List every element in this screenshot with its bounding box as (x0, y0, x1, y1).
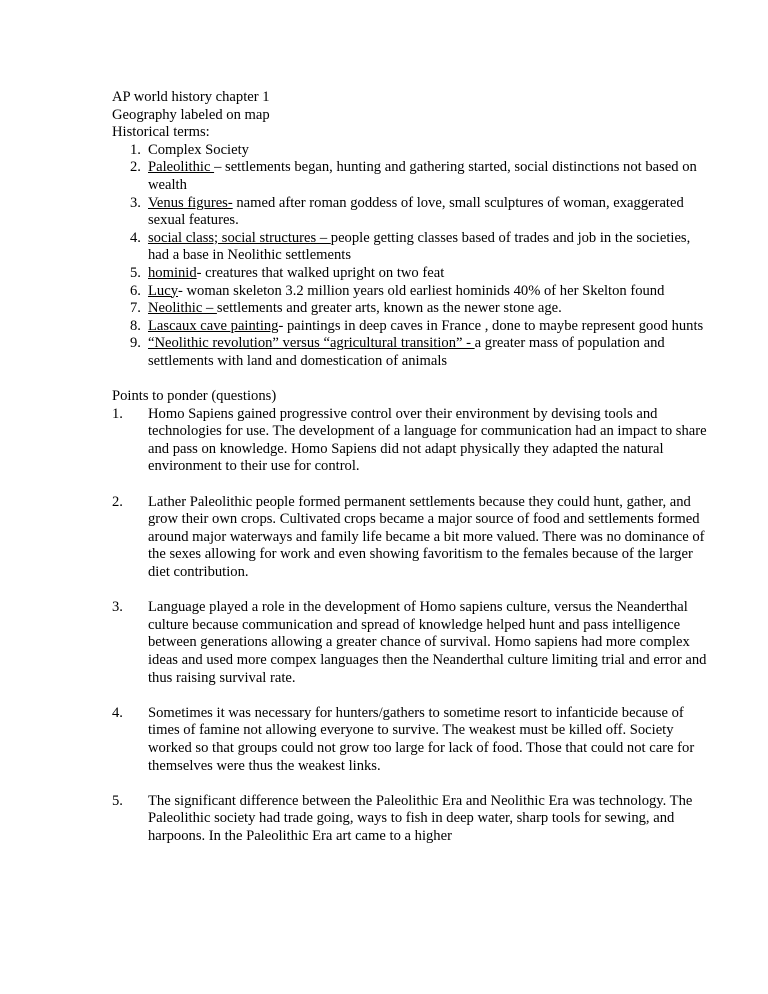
term-definition: a greater mass of population and settlements with land and domestication of animals (148, 335, 665, 369)
list-item (112, 793, 708, 846)
term-definition: - creatures that walked upright on two feat (196, 264, 445, 281)
item-number: 6. (130, 282, 141, 299)
paragraph-text: Sometimes it was necessary for hunters/gathers to sometime resort to infanticide because of times of famine not allowing everyone to survive. The weakest must be killed off. Society worked so that groups could not grow too large for lack of food. Those that could not care for themselves were thus the weakest links. (148, 704, 695, 774)
paragraph-text: The significant difference between the Paleolithic Era and Neolithic Era was technology. The Paleolithic society had trade going, ways to fish in deep water, sharp tools for sewing, and harpoons. In the Paleolithic Era art came to a higher (148, 792, 693, 844)
item-number: 8. (130, 317, 141, 334)
subtitle-geography: Geography labeled on map (112, 106, 270, 123)
list-item (112, 318, 708, 336)
item-number: 7. (130, 300, 141, 317)
list-item (112, 265, 708, 283)
term-definition: named after roman goddess of love, small sculptures of woman, exaggerated sexual features. (148, 194, 684, 229)
term-name: Paleolithic (148, 159, 215, 176)
term-definition: - paintings in deep caves in France , done to maybe represent good hunts (278, 317, 704, 334)
term-name: Neolithic – (148, 300, 217, 317)
term-definition: settlements and greater arts, known as the newer stone age. (216, 300, 562, 317)
item-number: 1. (130, 141, 141, 158)
paragraph-text: Language played a role in the development of Homo sapiens culture, versus the Neanderthal culture because communication and spread of knowledge helped hunt and pass intelligence between generations allowing a greater chance of survival. Homo sapiens had more complex ideas and used more compex languages then the Neanderthal culture limiting trial and error and thus raising survival rate. (148, 599, 707, 686)
document-title: AP world history chapter 1 (112, 89, 270, 105)
list-item (112, 230, 708, 265)
section-heading-points: Points to ponder (questions) (112, 388, 277, 405)
item-number: 3. (130, 194, 141, 211)
item-number: 1. (112, 405, 123, 422)
item-number: 5. (112, 792, 123, 809)
term-definition: – settlements began, hunting and gathering started, social distinctions not based on wealth (148, 159, 697, 193)
list-item (112, 705, 708, 775)
item-number: 2. (112, 493, 123, 510)
section-heading-terms: Historical terms: (112, 124, 210, 141)
list-item (112, 406, 708, 476)
list-item (112, 335, 708, 370)
list-item (112, 283, 708, 301)
historical-terms-list (112, 142, 708, 371)
item-number: 4. (112, 704, 123, 721)
list-item (112, 159, 708, 194)
list-item (112, 599, 708, 687)
paragraph-text: Homo Sapiens gained progressive control over their environment by devising tools and technologies for use. The development of a language for communication had an impact to share and pass on knowledge. Homo Sapiens did not adapt physically they adapted the natural environment to their use for control. (148, 405, 707, 475)
item-number: 5. (130, 264, 141, 281)
term-name: hominid (148, 264, 197, 281)
list-item (112, 300, 708, 318)
list-item (112, 494, 708, 582)
paragraph-text: Lather Paleolithic people formed permanent settlements because they could hunt, gather, and grow their own crops. Cultivated crops became a major source of food and settlements formed around major waterways and family life became a bit more valued. There was no dominance of the sexes allowing for work and even showing favoritism to the females because of the larger diet contribution. (148, 493, 705, 581)
item-number: 9. (130, 335, 141, 352)
points-to-ponder-list (112, 406, 708, 846)
list-item (112, 142, 708, 160)
term-name: Lascaux cave painting (148, 317, 279, 334)
list-item (112, 195, 708, 230)
item-number: 2. (130, 159, 141, 176)
item-number: 4. (130, 229, 141, 246)
term-name: Venus figures- (148, 194, 233, 211)
item-number: 3. (112, 599, 123, 616)
term-name: Lucy (148, 282, 178, 299)
term-definition: - woman skeleton 3.2 million years old earliest hominids 40% of her Skelton found (178, 282, 665, 299)
term-name: Complex Society (148, 141, 249, 158)
term-name: “Neolithic revolution” versus “agricultural transition” - (148, 335, 475, 352)
term-name: social class; social structures – (148, 229, 331, 246)
term-definition: people getting classes based of trades and job in the societies, had a base in Neolithic settlements (148, 229, 691, 264)
